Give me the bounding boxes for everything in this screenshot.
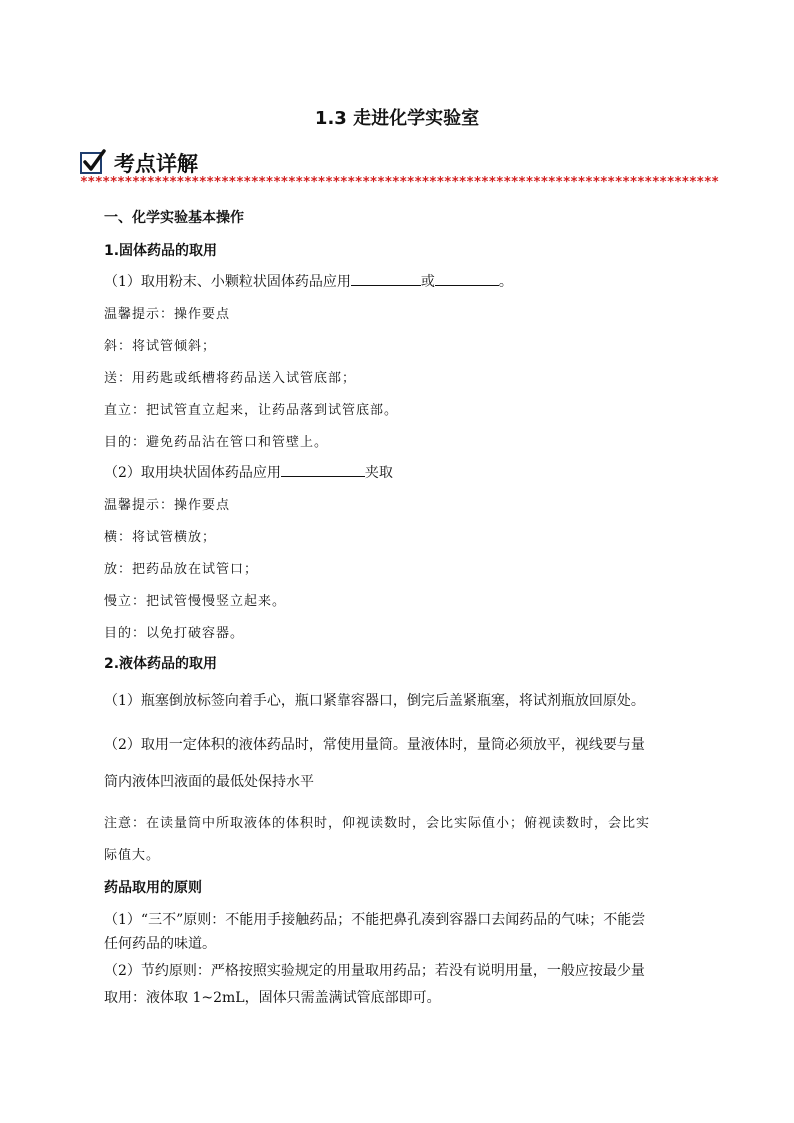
tip-line: 直立：把试管直立起来，让药品落到试管底部。 <box>104 403 399 418</box>
page-title: 1.3 走进化学实验室 <box>314 108 480 129</box>
liquid-rule-2-line2: 筒内液体凹液面的最低处保持水平 <box>104 774 314 790</box>
divider-stars: ************************************************************************************** <box>80 175 719 190</box>
principle-2-line2: 取用：液体取 1~2mL，固体只需盖满试管底部即可。 <box>104 990 441 1006</box>
q1-text-after: 。 <box>498 274 513 290</box>
heading-basic-ops: 一、化学实验基本操作 <box>104 210 244 226</box>
question-solid-2 <box>104 462 393 482</box>
question-solid-1 <box>104 271 513 291</box>
tip-line: 目的：避免药品沾在管口和管壁上。 <box>104 435 329 450</box>
principle-1-line2: 任何药品的味道。 <box>104 936 216 952</box>
note-line1: 注意：在读量筒中所取液体的体积时，仰视读数时，会比实际值小；俯视读数时，会比实 <box>104 816 651 831</box>
q1-text-before: （1）取用粉末、小颗粒状固体药品应用 <box>104 274 351 290</box>
tip-heading: 温馨提示：操作要点 <box>104 307 231 322</box>
tip-line: 送：用药匙或纸槽将药品送入试管底部； <box>104 371 357 386</box>
principle-1-line1: （1）“三不”原则：不能用手接触药品；不能把鼻孔凑到容器口去闻药品的气味；不能尝 <box>104 912 646 928</box>
heading-liquid: 2.液体药品的取用 <box>104 656 218 672</box>
q2-text-after: 夹取 <box>364 465 393 481</box>
principle-2-line1: （2）节约原则：严格按照实验规定的用量取用药品；若没有说明用量，一般应按最少量 <box>104 963 645 979</box>
blank-3[interactable] <box>281 462 365 477</box>
q1-text-mid: 或 <box>420 274 435 290</box>
tip-line: 横：将试管横放； <box>104 530 217 545</box>
heading-principles: 药品取用的原则 <box>104 880 202 896</box>
blank-2[interactable] <box>435 271 499 286</box>
section-title: 考点详解 <box>114 152 198 176</box>
note-line2: 际值大。 <box>104 848 161 863</box>
liquid-rule-1: （1）瓶塞倒放标签向着手心，瓶口紧靠容器口，倒完后盖紧瓶塞，将试剂瓶放回原处。 <box>104 693 645 709</box>
tip-heading: 温馨提示：操作要点 <box>104 498 231 513</box>
tip-line: 目的：以免打破容器。 <box>104 626 245 641</box>
tip-line: 慢立：把试管慢慢竖立起来。 <box>104 594 287 609</box>
checkmark-icon <box>80 152 102 174</box>
liquid-rule-2-line1: （2）取用一定体积的液体药品时，常使用量筒。量液体时，量筒必须放平，视线要与量 <box>104 737 645 753</box>
q2-text-before: （2）取用块状固体药品应用 <box>104 465 281 481</box>
tip-line: 斜：将试管倾斜； <box>104 339 217 354</box>
tip-line: 放：把药品放在试管口； <box>104 562 259 577</box>
heading-solid: 1.固体药品的取用 <box>104 243 218 259</box>
section-header <box>80 148 198 178</box>
blank-1[interactable] <box>351 271 421 286</box>
